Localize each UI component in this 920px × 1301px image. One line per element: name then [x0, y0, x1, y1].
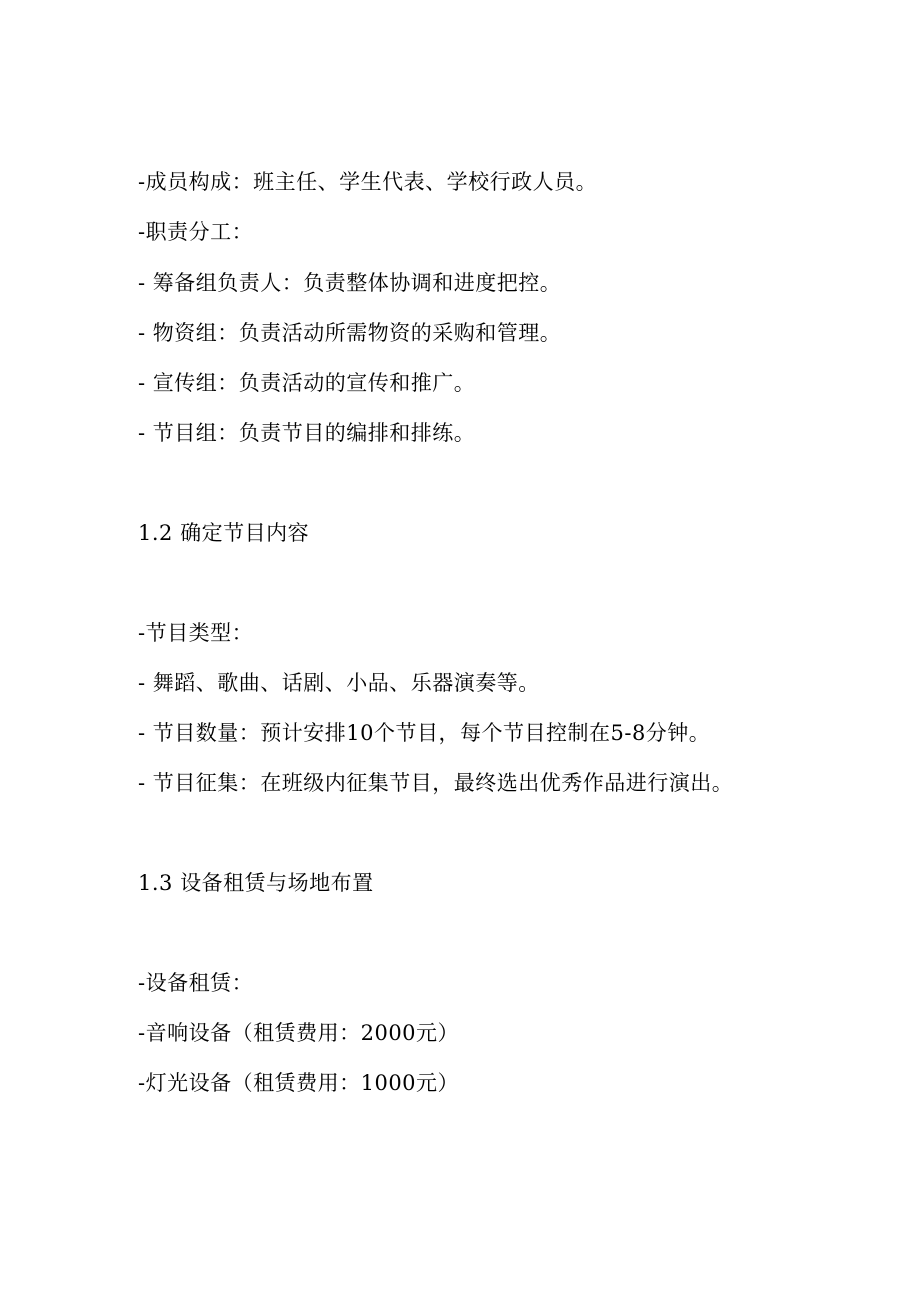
text-line-program-count: - 节目数量：预计安排10个节目，每个节目控制在5-8分钟。: [138, 721, 711, 745]
section-heading-1-2: 1.2 确定节目内容: [138, 521, 310, 545]
text-line-lighting-equipment: -灯光设备（租赁费用：1000元）: [138, 1071, 460, 1095]
text-line-audio-equipment: -音响设备（租赁费用：2000元）: [138, 1021, 460, 1045]
text-line-program-group: - 节目组：负责节目的编排和排练。: [138, 421, 476, 445]
text-line-supplies-group: - 物资组：负责活动所需物资的采购和管理。: [138, 321, 562, 345]
text-line-members: -成员构成：班主任、学生代表、学校行政人员。: [138, 170, 598, 194]
text-line-program-collection: - 节目征集：在班级内征集节目，最终选出优秀作品进行演出。: [138, 771, 734, 795]
text-line-equipment-rental: -设备租赁：: [138, 971, 254, 995]
text-line-publicity-group: - 宣传组：负责活动的宣传和推广。: [138, 371, 476, 395]
text-line-duties: -职责分工：: [138, 220, 254, 244]
text-line-program-list: - 舞蹈、歌曲、话剧、小品、乐器演奏等。: [138, 671, 540, 695]
section-heading-1-3: 1.3 设备租赁与场地布置: [138, 871, 374, 895]
text-line-program-types: -节目类型：: [138, 621, 254, 645]
text-line-prep-group: - 筹备组负责人：负责整体协调和进度把控。: [138, 271, 562, 295]
